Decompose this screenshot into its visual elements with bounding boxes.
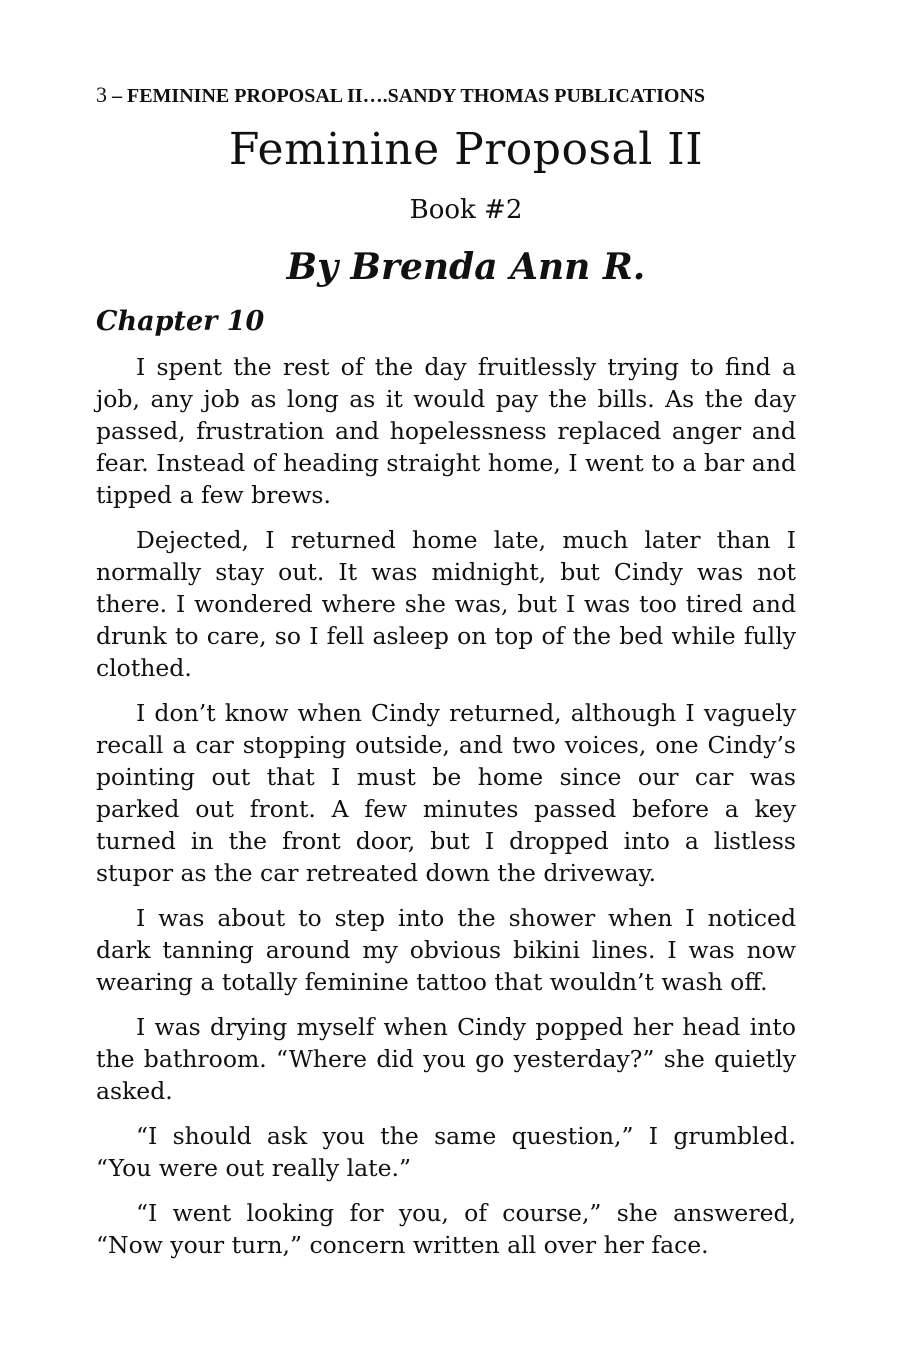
running-header — [96, 82, 796, 108]
paragraph: “I should ask you the same question,” I grumbled. “You were out really late.” — [96, 1122, 796, 1182]
paragraph: I spent the rest of the day fruitlessly trying to find a job, any job as long as it would pay the bills. As the day passed, frustration and hopelessness replaced anger and fear. Instead of heading straight home, I went to a bar and tipped a few brews. — [96, 353, 796, 509]
paragraph: I don’t know when Cindy returned, although I vaguely recall a car stopping outside, and two voices, one Cindy’s pointing out that I must be home since our car was parked out front. A few minutes passed before a key turned in the front door, but I dropped into a listless stupor as the car retreated down the driveway. — [96, 699, 796, 887]
author-byline: By Brenda Ann R. — [286, 246, 646, 288]
paragraph: I was drying myself when Cindy popped her head into the bathroom. “Where did you go yesterday?” she quietly asked. — [96, 1013, 796, 1105]
paragraph: I was about to step into the shower when I noticed dark tanning around my obvious bikini lines. I was now wearing a totally feminine tattoo that wouldn’t wash off. — [96, 904, 796, 996]
book-title: Feminine Proposal II — [228, 124, 704, 175]
book-number: Book #2 — [409, 195, 523, 225]
paragraph: Dejected, I returned home late, much later than I normally stay out. It was midnight, but Cindy was not there. I wondered where she was, but I was too tired and drunk to care, so I fell asleep on top of the bed while fully clothed. — [96, 526, 796, 682]
paragraph: “I went looking for you, of course,” she answered, “Now your turn,” concern written all over her face. — [96, 1199, 796, 1259]
chapter-heading: Chapter 10 — [96, 306, 265, 337]
chapter-body — [96, 351, 796, 1274]
page-number: 3 — [96, 82, 107, 107]
running-header-text: – FEMININE PROPOSAL II….SANDY THOMAS PUBLICATIONS — [107, 85, 706, 107]
